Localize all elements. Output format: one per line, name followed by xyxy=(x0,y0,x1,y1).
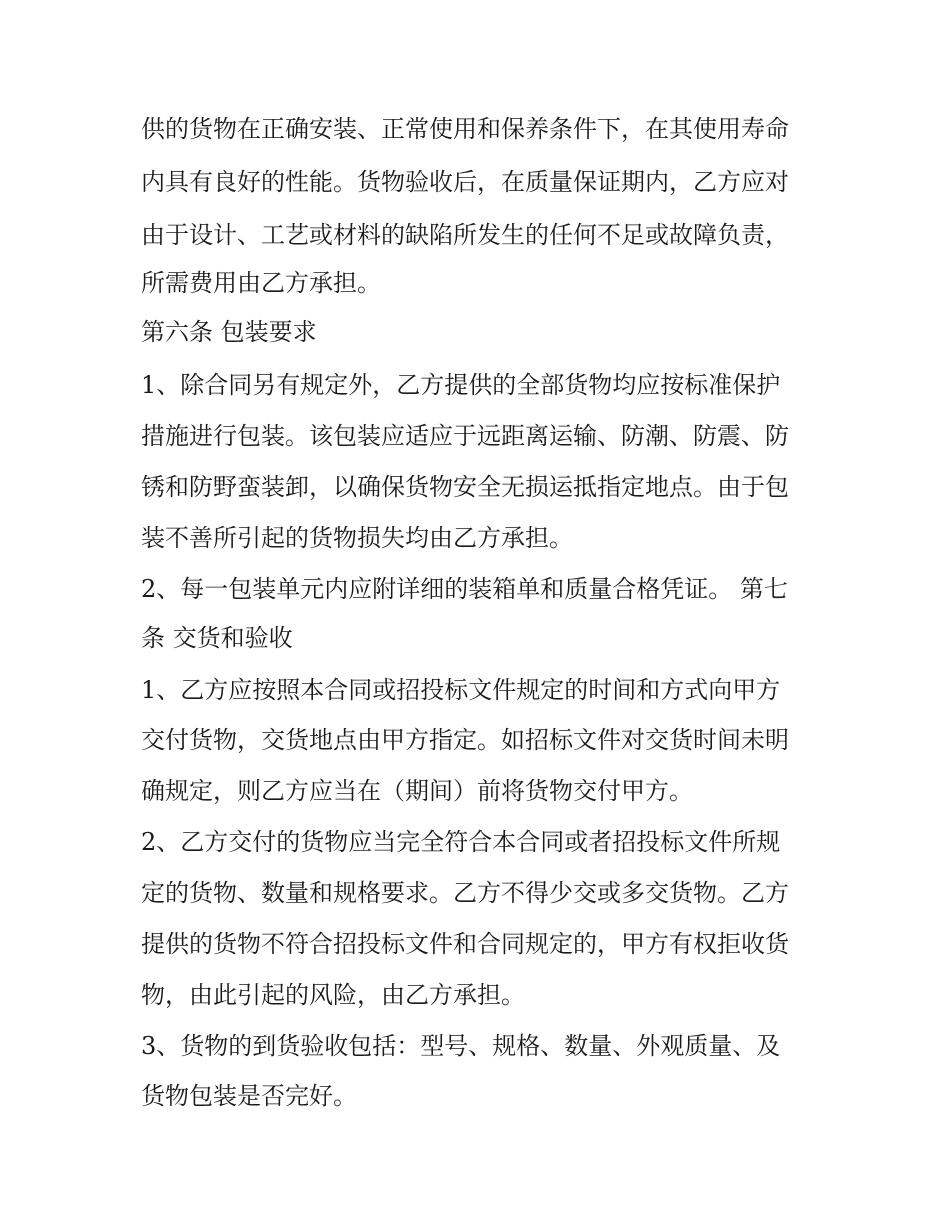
text-line: 3、货物的到货验收包括：型号、规格、数量、外观质量、及 xyxy=(141,1032,781,1060)
text-line: 2、乙方交付的货物应当完全符合本合同或者招投标文件所规 xyxy=(141,828,781,856)
text-line: 提供的货物不符合招投标文件和合同规定的，甲方有权拒收货 xyxy=(141,930,789,958)
text-line: 货物包装是否完好。 xyxy=(141,1082,357,1110)
text-line: 2、每一包装单元内应附详细的装箱单和质量合格凭证。 第七 xyxy=(141,575,788,603)
text-line: 1、除合同另有规定外，乙方提供的全部货物均应按标准保护 xyxy=(141,371,781,399)
text-line: 供的货物在正确安装、正常使用和保养条件下，在其使用寿命 xyxy=(141,115,789,143)
text-line: 交付货物，交货地点由甲方指定。如招标文件对交货时间未明 xyxy=(141,726,789,754)
text-line: 锈和防野蛮装卸，以确保货物安全无损运抵指定地点。由于包 xyxy=(141,473,789,501)
text-line: 装不善所引起的货物损失均由乙方承担。 xyxy=(141,524,573,552)
text-line: 确规定，则乙方应当在（期间）前将货物交付甲方。 xyxy=(141,777,693,805)
text-line: 定的货物、数量和规格要求。乙方不得少交或多交货物。乙方 xyxy=(141,879,789,907)
text-line: 措施进行包装。该包装应适应于远距离运输、防潮、防震、防 xyxy=(141,422,789,450)
text-line: 物，由此引起的风险，由乙方承担。 xyxy=(141,981,525,1009)
section-heading: 第六条 包装要求 xyxy=(141,318,317,346)
text-line: 所需费用由乙方承担。 xyxy=(141,269,381,297)
section-heading: 条 交货和验收 xyxy=(141,624,293,652)
text-line: 1、乙方应按照本合同或招投标文件规定的时间和方式向甲方 xyxy=(141,676,781,704)
text-line: 内具有良好的性能。货物验收后，在质量保证期内，乙方应对 xyxy=(141,168,789,196)
text-line: 由于设计、工艺或材料的缺陷所发生的任何不足或故障负责， xyxy=(141,221,789,249)
